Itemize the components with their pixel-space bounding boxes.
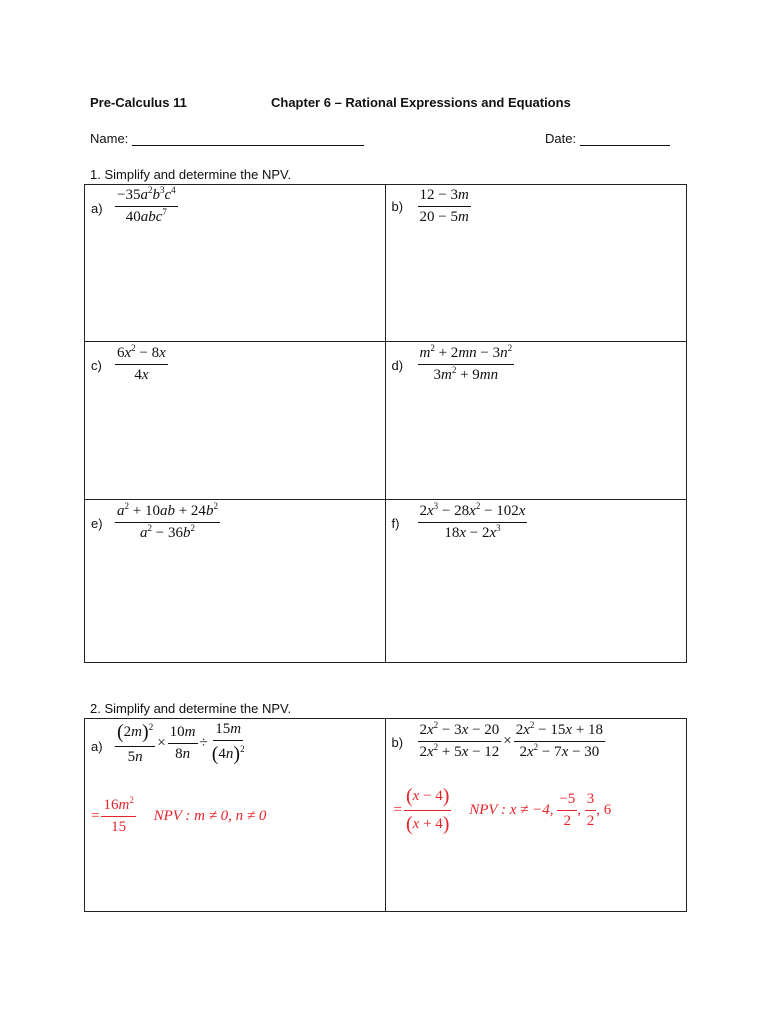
q1-label-f: f) xyxy=(391,516,400,531)
date-label: Date: xyxy=(545,131,577,146)
q2-label-b: b) xyxy=(391,735,404,750)
q2a-answer: = $\frac{16m^2}{15}$ NPV : m ≠ 0, n ≠ 0 xyxy=(91,795,267,835)
q1-label-b: b) xyxy=(391,199,404,214)
q1-label-c: c) xyxy=(91,358,102,373)
q1-cell-b xyxy=(385,185,687,342)
name-blank[interactable] xyxy=(132,131,364,146)
q1-cell-d xyxy=(385,342,687,500)
name-line xyxy=(90,131,364,146)
q1-instruction: 1. Simplify and determine the NPV. xyxy=(90,167,292,182)
q2b-answer: = $\frac{(x - 4)}{(x + 4)}$ NPV : x ≠ −4, $\frac{-5}{2}$ , $\frac{3}{2}$ , 6 xyxy=(393,785,612,835)
q1-label-a: a) xyxy=(91,201,103,216)
q1c-expression: $\frac{6x^2 - 8x}{4x}$ xyxy=(117,343,166,383)
q2b-expression: $\frac{2x^2 - 3x - 20}{2x^2 + 5x - 12}$ × $\frac{2x^2 - 15x + 18}{2x^2 - 7x - 30}$ xyxy=(419,720,604,760)
q2b-npv: NPV : x ≠ −4, xyxy=(469,802,558,818)
date-blank[interactable] xyxy=(580,131,670,146)
chapter-title: Chapter 6 – Rational Expressions and Equations xyxy=(271,95,571,110)
q2a-expression: $\frac{(2m)^2}{5n}$ × $\frac{10m}{8n}$ ÷ $\frac{15m}{(4n)^2}$ xyxy=(117,721,245,765)
q1-grid xyxy=(84,184,687,663)
q1d-expression: $\frac{m^2 + 2mn - 3n^2}{3m^2 + 9mn}$ xyxy=(419,343,513,383)
q1a-expression: $\frac{-35a^2b^3c^4}{40abc^7}$ xyxy=(117,185,176,225)
q1f-expression: $\frac{2x^3 - 28x^2 - 102x}{18x - 2x^3}$ xyxy=(419,501,526,541)
q1-label-d: d) xyxy=(391,358,404,373)
q2-instruction: 2. Simplify and determine the NPV. xyxy=(90,701,292,716)
date-line xyxy=(545,131,670,146)
q2-grid xyxy=(84,718,687,912)
q1b-expression: $\frac{12 - 3m}{20 - 5m}$ xyxy=(419,187,469,225)
q2a-npv: NPV : m ≠ 0, n ≠ 0 xyxy=(153,808,267,824)
q1-cell-a xyxy=(85,185,386,342)
q1-cell-e xyxy=(85,500,386,663)
q2-cell-b xyxy=(385,719,687,912)
name-label: Name: xyxy=(90,131,129,146)
q1e-expression: $\frac{a^2 + 10ab + 24b^2}{a^2 - 36b^2}$ xyxy=(117,501,218,541)
course-title: Pre-Calculus 11 xyxy=(90,95,187,110)
q1-cell-c xyxy=(85,342,386,500)
q2-cell-a xyxy=(85,719,386,912)
q1-cell-f xyxy=(385,500,687,663)
q1-label-e: e) xyxy=(91,516,103,531)
q2-label-a: a) xyxy=(91,739,103,754)
